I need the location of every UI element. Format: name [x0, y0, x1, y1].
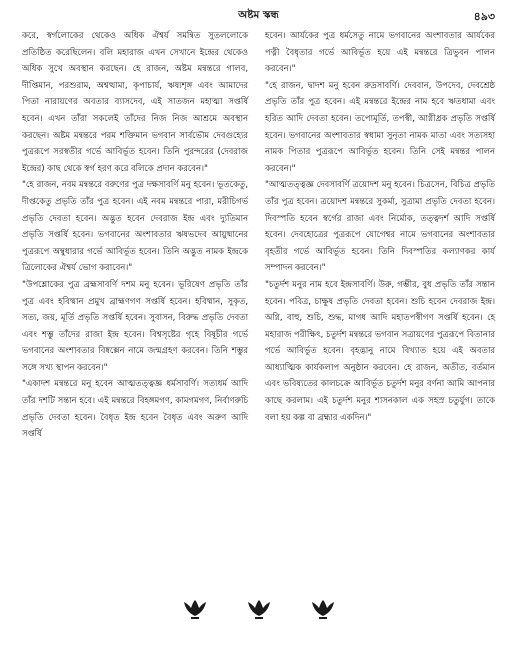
paragraph: হবেন। আর্যকের পুত্র ধর্মসেতু নামে ভগবানের অংশাবতার আর্যকের পত্নী বৈধৃতার গর্ভে আবির্ভূত হয়ে এই মন্বন্তরে ত্রিভুবন পালন করবেন।" — [265, 31, 495, 75]
page-header — [0, 8, 517, 24]
lotus-ornament-icon — [182, 598, 208, 620]
page-number: ৪৯৩ — [473, 10, 495, 23]
paragraph: "একাদশ মন্বন্তরে মনু হবেন আত্মতত্ত্বজ্ঞ ধর্মসাবর্ণি। সত্যধর্ম আদি তাঁর দশটি সন্তান হবে। এই মন্বন্তরে বিহঙ্গমগণ, কামগমগণ, নির্বাণরুচি প্রভৃতি দেবতা হবেন। বৈধৃত ইন্দ্র হবেন বৈধৃত এবং অরুণ আদি সপ্তর্ষি — [22, 379, 248, 440]
chapter-heading: অষ্টম স্কন্ধ — [238, 9, 279, 21]
paragraph: "হে রাজন, দ্বাদশ মনু হবেন রুদ্রসাবর্ণি। দেববান, উপদেব, দেবশ্রেষ্ঠ প্রভৃতি তাঁর পুত্র হবেন। এই মন্বন্তরে ইন্দ্রের নাম হবে ঋতধামা এবং হরিত আদি দেবতা হবেন। তপোমূর্তি, তপস্বী, আগ্নীধ্রক প্রভৃতি সপ্তর্ষি হবেন। ভগবানের অংশাবতার স্বধামা সুনৃতা নামক মাতা এবং সত্যসহা নামক পিতার পুত্ররূপে আবির্ভূত হবেন। তিনি সেই মন্বন্তর পালন করবেন।" — [265, 80, 495, 174]
paragraph: করে, স্বর্গলোকের থেকেও অধিক ঐশ্বর্য সমন্বিত সুতললোকে প্রতিষ্ঠিত করেছিলেন। বলি মহারাজ এখন সেখানে ইন্দ্রের থেকেও অধিক সুখে অবস্থান করছেন। হে রাজন, অষ্টম মন্বন্তরে গালব, দীপ্তিমান, পরশুরাম, অশ্বত্থামা, কৃপাচার্য, ঋষ্যশৃঙ্গ এবং আমাদের পিতা নারায়ণের অবতার ব্যাসদেব, এই সাতজন মহাত্মা সপ্তর্ষি হবেন। এখন তাঁরা সকলেই তাঁদের নিজ নিজ আশ্রমে অবস্থান করছেন। অষ্টম মন্বন্তরে পরম শক্তিমান ভগবান সার্বভৌম দেবগুহ্যের পুত্ররূপে সরস্বতীর গর্ভে আবির্ভূত হবেন। তিনি পুরন্দরের (দেবরাজ ইন্দ্রের) কাছ থেকে স্বর্গ হরণ করে বলিকে প্রদান করবেন।" — [22, 31, 248, 174]
left-text-column — [22, 28, 248, 443]
paragraph: "চতুর্দশ মনুর নাম হবে ইন্দ্রসাবর্ণি। উরু, গম্ভীর, বুধ প্রভৃতি তাঁর সন্তান হবেন। পবিত্র, চাক্ষুষ প্রভৃতি দেবতা হবেন। শুচি হবেন দেবরাজ ইন্দ্র। অগ্নি, বাহু, শুচি, শুদ্ধ, মাগধ আদি মহাতপস্বীগণ সপ্তর্ষি হবেন। হে মহারাজ পরীক্ষিৎ, চতুর্দশ মন্বন্তরে ভগবান সত্রায়ণের পুত্ররূপে বিতানার গর্ভে আবির্ভূত হবেন। বৃহদ্ভানু নামে বিখ্যাত হয়ে এই অবতার আধ্যাত্মিক কার্যকলাপ অনুষ্ঠান করবেন। হে রাজন, অতীত, বর্তমান এবং ভবিষ্যতের কালচক্রে আবির্ভূত চতুর্দশ মনুর বর্ণনা আমি আপনার কাছে করলাম। এই চতুর্দশ মনুর শাসনকাল এক সহস্র চতুর্যুগ। তাকে বলা হয় কল্প বা ব্রহ্মার একদিন।" — [265, 279, 495, 423]
paragraph: "উপশ্লোকের পুত্র ব্রহ্মসাবর্ণি দশম মনু হবেন। ভূরিষেণ প্রভৃতি তাঁর পুত্র এবং হবিষ্মান প্রমুখ ব্রাহ্মণগণ সপ্তর্ষি হবেন। হবিষ্মান, সুকৃত, সত্য, জয়, মূর্তি প্রভৃতি সপ্তর্ষি হবেন। সুবাসন, বিরুদ্ধ প্রভৃতি দেবতা এবং শম্ভু তাঁদের রাজা ইন্দ্র হবেন। বিশ্বসৃষ্টের গৃহে বিষূচীর গর্ভে ভগবানের অংশাবতার বিষ্বক্সেন নামে জন্মগ্রহণ করবেন। তিনি শম্ভুর সঙ্গে সখ্য স্থাপন করবেন।" — [22, 279, 248, 373]
paragraph: "হে রাজন, নবম মন্বন্তরে বরুণের পুত্র দক্ষসাবর্ণি মনু হবেন। ভূতকেতু, দীপ্তকেতু প্রভৃতি তাঁর পুত্র হবেন। এই নবম মন্বন্তরে পারা, মরীচিগর্ভ প্রভৃতি দেবতা হবেন। অদ্ভুত হবেন দেবরাজ ইন্দ্র এবং দ্যুতিমান প্রভৃতি সপ্তর্ষি হবেন। ভগবানের অংশাবতার ঋষভদেব আয়ুষ্মানের পুত্ররূপে অম্বুধারার গর্ভে আবির্ভূত হবেন। তিনি অদ্ভুত নামক ইন্দ্রকে ত্রিলোকের ঐশ্বর্য ভোগ করাবেন।" — [22, 180, 248, 274]
lotus-ornament-icon — [310, 598, 336, 620]
right-text-column — [265, 28, 495, 426]
end-of-chapter-ornaments — [0, 598, 517, 626]
lotus-ornament-icon — [246, 598, 272, 620]
paragraph: "আত্মতত্ত্বজ্ঞ দেবসাবর্ণি ত্রয়োদশ মনু হবেন। চিত্রসেন, বিচিত্র প্রভৃতি তাঁর পুত্র হবেন। ত্রয়োদশ মন্বন্তরে সুকর্মা, সুত্রামা প্রভৃতি দেবতা হবেন। দিবস্পতি হবেন স্বর্গের রাজা এবং নির্মোক, তত্ত্বদর্শ আদি সপ্তর্ষি হবেন। দেবহোত্রের পুত্ররূপে যোগেশ্বর নামে ভগবানের অংশাবতার বৃহতীর গর্ভে আবির্ভূত হবেন। তিনি দিবস্পতির কল্যাণকর কার্য সম্পাদন করবেন।" — [265, 180, 495, 274]
